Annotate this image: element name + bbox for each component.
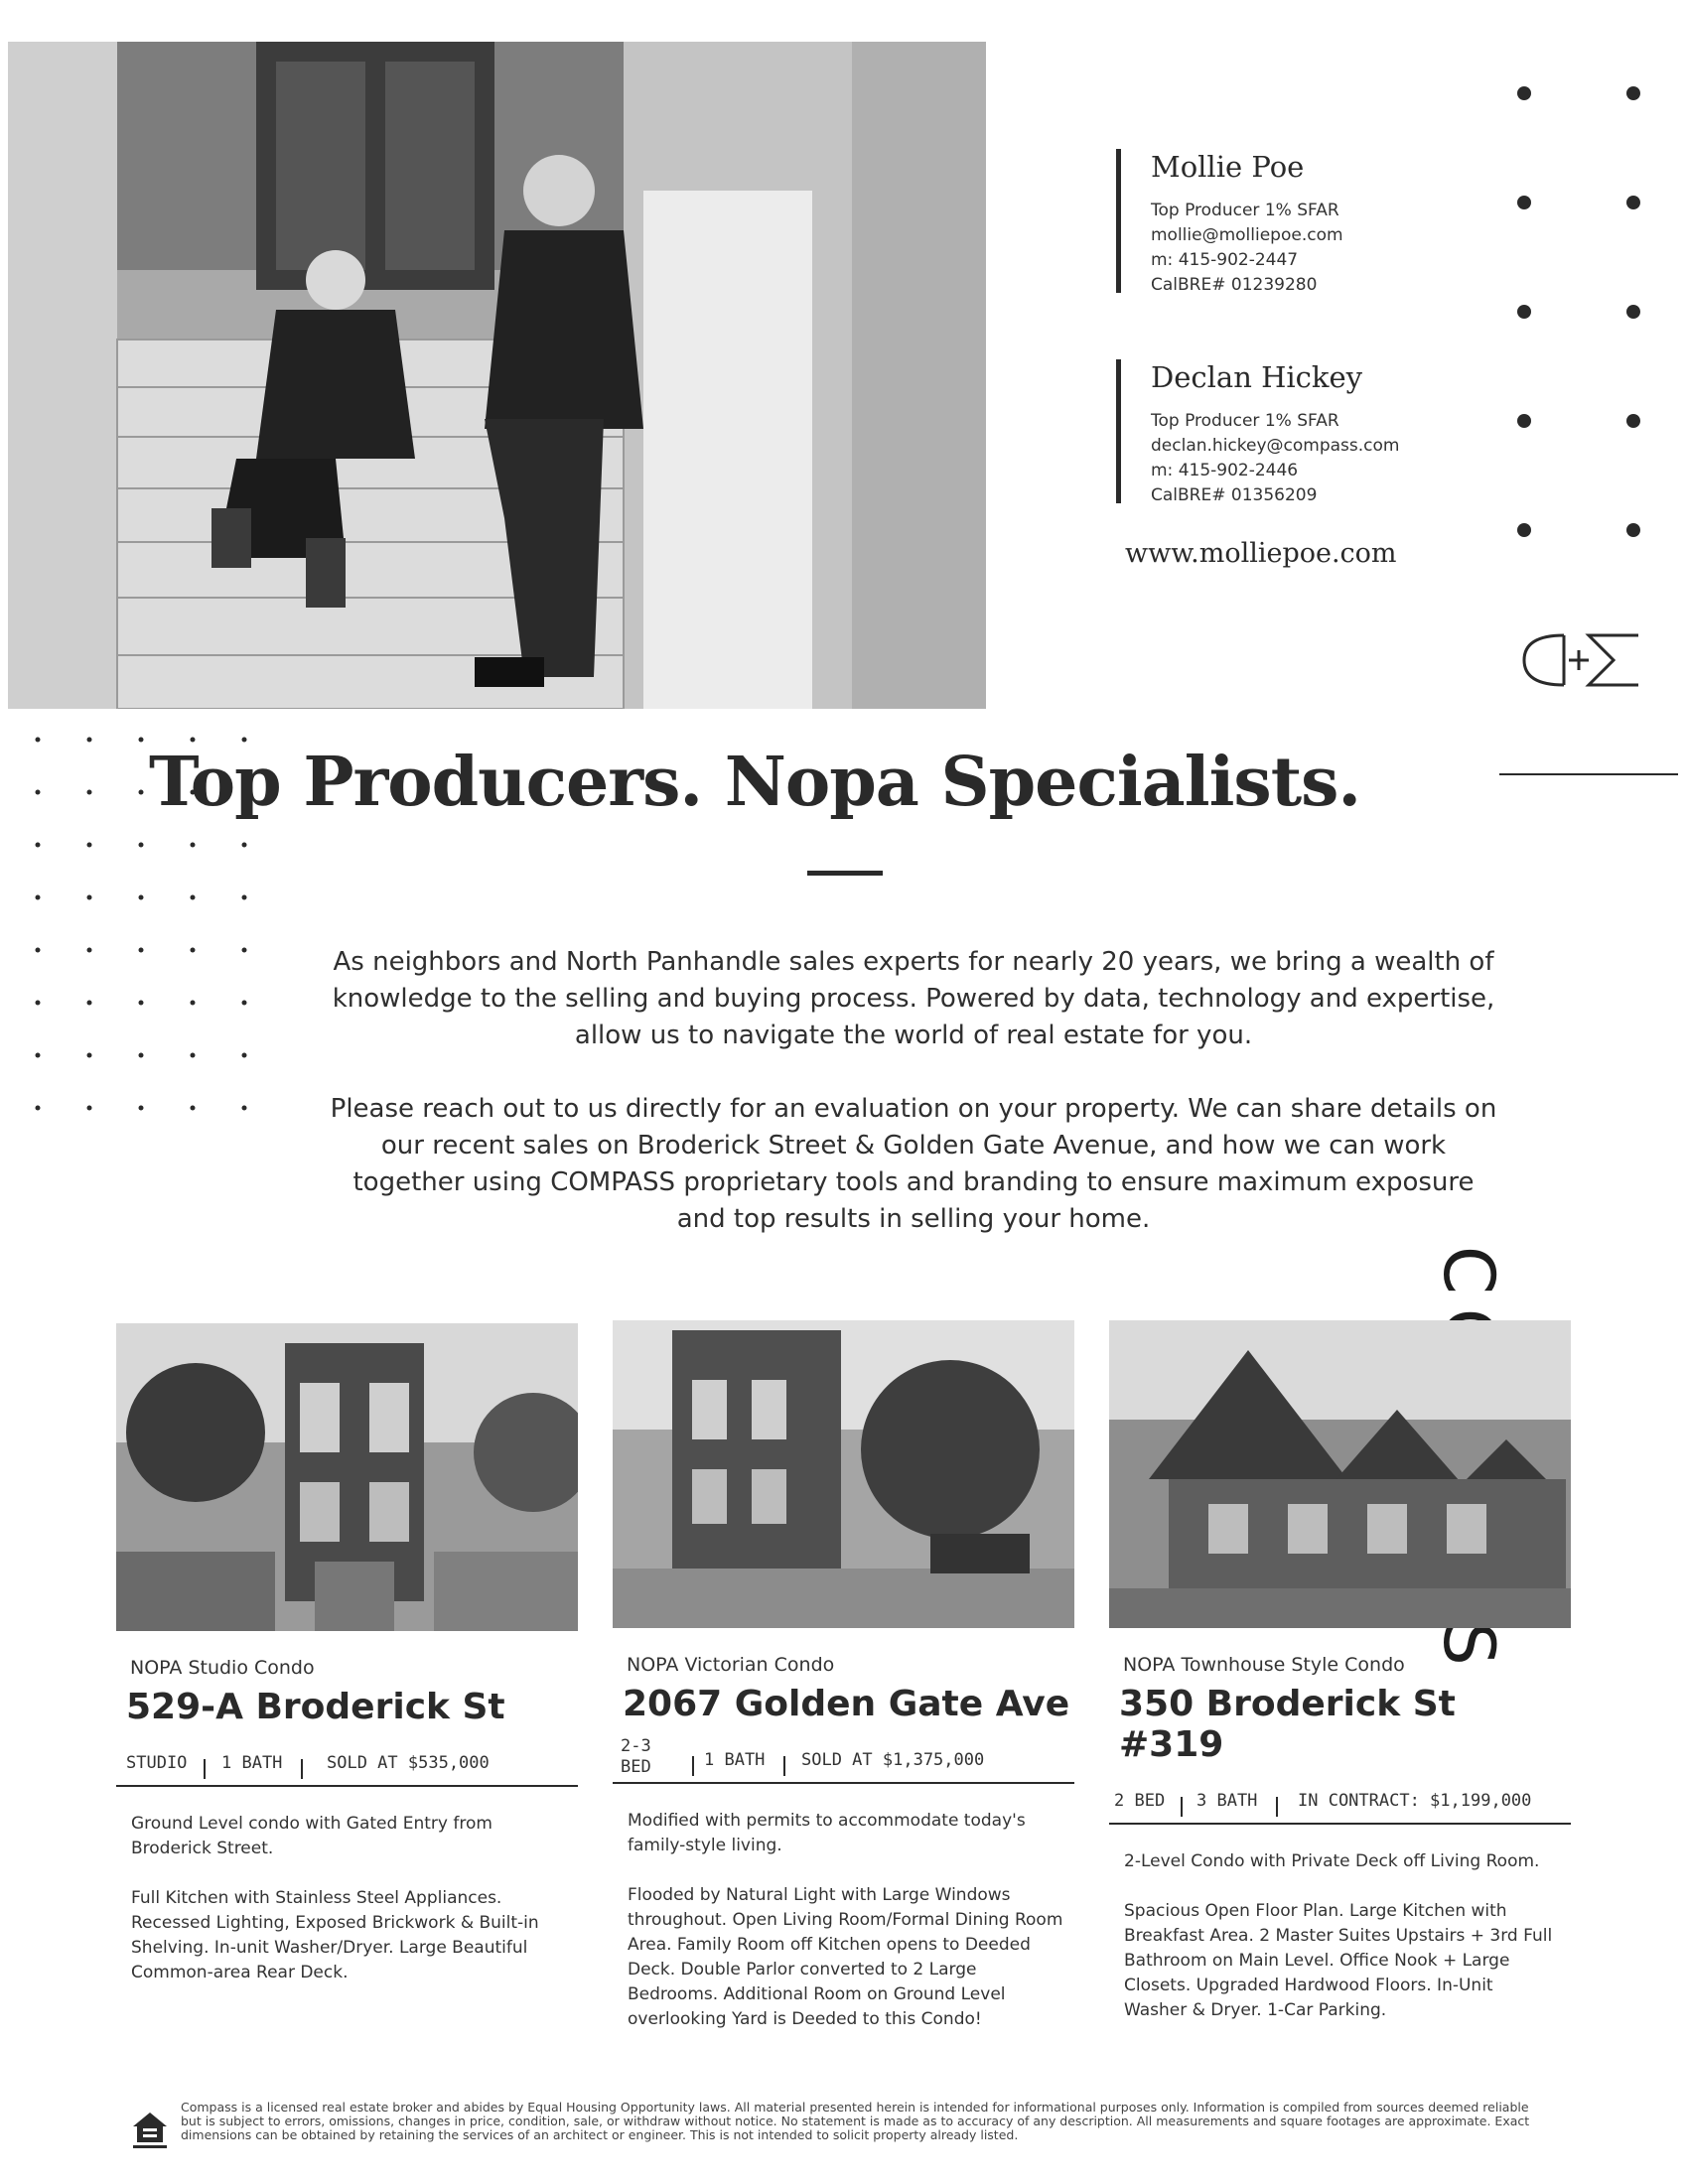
listing-address: 2067 Golden Gate Ave (623, 1684, 1070, 1724)
website-link[interactable]: www.molliepoe.com (1125, 538, 1397, 569)
spec-bath: 1 BATH (221, 1753, 283, 1773)
listing-type: NOPA Victorian Condo (627, 1654, 835, 1676)
spec-bath: 1 BATH (704, 1750, 766, 1770)
agent-phone[interactable]: m: 415-902-2447 (1151, 250, 1299, 270)
spec-divider (783, 1756, 785, 1776)
intro-paragraph: As neighbors and North Panhandle sales experts for nearly 20 years, we bring a wealth of knowledge to the selling and buying process. Powered by data, technology and expertise, allow us to navigate the world of real estate for you. (332, 947, 1495, 1050)
listing-address: 529-A Broderick St (126, 1687, 505, 1727)
spec-status: SOLD AT $1,375,000 (801, 1750, 985, 1770)
spec-divider (1276, 1797, 1278, 1817)
listing-description: Modified with permits to accommodate today's family-style living. Flooded by Natural Light with Large Windows throughout. Open Living Room/Formal Dining Room Area. Family Room off Kitchen opens to Deeded Deck. Double Parlor converted to 2 Large Bedrooms. Additional Room on Ground Level overlooking Yard is Deeded to this Condo! (628, 1811, 1063, 2029)
agent-license: CalBRE# 01239280 (1151, 275, 1318, 295)
md-monogram-logo (1519, 625, 1648, 725)
listing-specs (116, 1733, 578, 1787)
listing-type: NOPA Townhouse Style Condo (1123, 1654, 1405, 1676)
spec-divider (692, 1756, 694, 1776)
spec-divider (204, 1759, 206, 1779)
spec-divider (1181, 1797, 1183, 1817)
listing-photo (1109, 1320, 1571, 1628)
listing-card (613, 1320, 1074, 2032)
spec-status: IN CONTRACT: $1,199,000 (1298, 1791, 1532, 1811)
agent-email-link[interactable]: mollie@molliepoe.com (1151, 225, 1343, 245)
listing-specs (613, 1730, 1074, 1784)
agent-phone[interactable]: m: 415-902-2446 (1151, 461, 1299, 480)
listing-card (116, 1323, 578, 1985)
headline: Top Producers. Nopa Specialists. (148, 743, 1361, 822)
agent-license: CalBRE# 01356209 (1151, 485, 1318, 505)
agent-card-mollie (1116, 149, 1343, 293)
spec-bath: 3 BATH (1196, 1791, 1258, 1811)
listing-description: Ground Level condo with Gated Entry from Broderick Street. Full Kitchen with Stainless Steel Appliances. Recessed Lighting, Exposed Brickwork & Built-in Shelving. In-unit Washer/Dryer. Large Beautiful Common-area Rear Deck. (131, 1814, 539, 1982)
listing-address: 350 Broderick St #319 (1119, 1684, 1456, 1765)
listing-type: NOPA Studio Condo (130, 1657, 315, 1679)
listing-photo (116, 1323, 578, 1631)
listing-photo (613, 1320, 1074, 1628)
brand-divider (1499, 773, 1678, 775)
legal-disclaimer: Compass is a licensed real estate broker and abides by Equal Housing Opportunity laws. All material presented herein is intended for informational purposes only. Information is compiled from sources deemed reliable but is subject to errors, omissions, changes in price, condition, sale, or withdraw without notice. No statement is made as to accuracy of any description. All measurements and square footages are approximate. Exact dimensions can be obtained by retaining the services of an architect or engineer. This is not intended to solicit property already listed. (181, 2100, 1530, 2142)
equal-housing-icon (129, 2109, 171, 2150)
spec-bed: 2 BED (1114, 1791, 1166, 1811)
listing-card (1109, 1320, 1571, 2023)
spec-bed: 2-3 BED (621, 1736, 651, 1777)
spec-bed: STUDIO (126, 1753, 188, 1773)
intro-paragraph: Please reach out to us directly for an evaluation on your property. We can share details on our recent sales on Broderick Street & Golden Gate Avenue, and how we can work together using COMPASS proprietary tools and branding to ensure maximum exposure and top results in selling your home. (330, 1094, 1497, 1234)
listing-description: 2-Level Condo with Private Deck off Living Room. Spacious Open Floor Plan. Large Kitchen with Breakfast Area. 2 Master Suites Upstairs + 3rd Full Bathroom on Main Level. Office Nook + Large Closets. Upgraded Hardwood Floors. In-Unit Washer & Dryer. 1-Car Parking. (1124, 1851, 1553, 2020)
listing-specs (1109, 1771, 1571, 1825)
spec-status: SOLD AT $535,000 (327, 1753, 490, 1773)
agent-name: Declan Hickey (1151, 360, 1363, 394)
agent-title: Top Producer 1% SFAR (1151, 201, 1339, 220)
agent-email-link[interactable]: declan.hickey@compass.com (1151, 436, 1400, 456)
spec-divider (301, 1759, 303, 1779)
agent-title: Top Producer 1% SFAR (1151, 411, 1339, 431)
agent-name: Mollie Poe (1151, 150, 1305, 184)
decorative-dot-grid (1509, 81, 1658, 548)
agent-card-declan (1116, 359, 1399, 503)
headline-divider (807, 871, 883, 876)
agents-photo (8, 42, 986, 709)
